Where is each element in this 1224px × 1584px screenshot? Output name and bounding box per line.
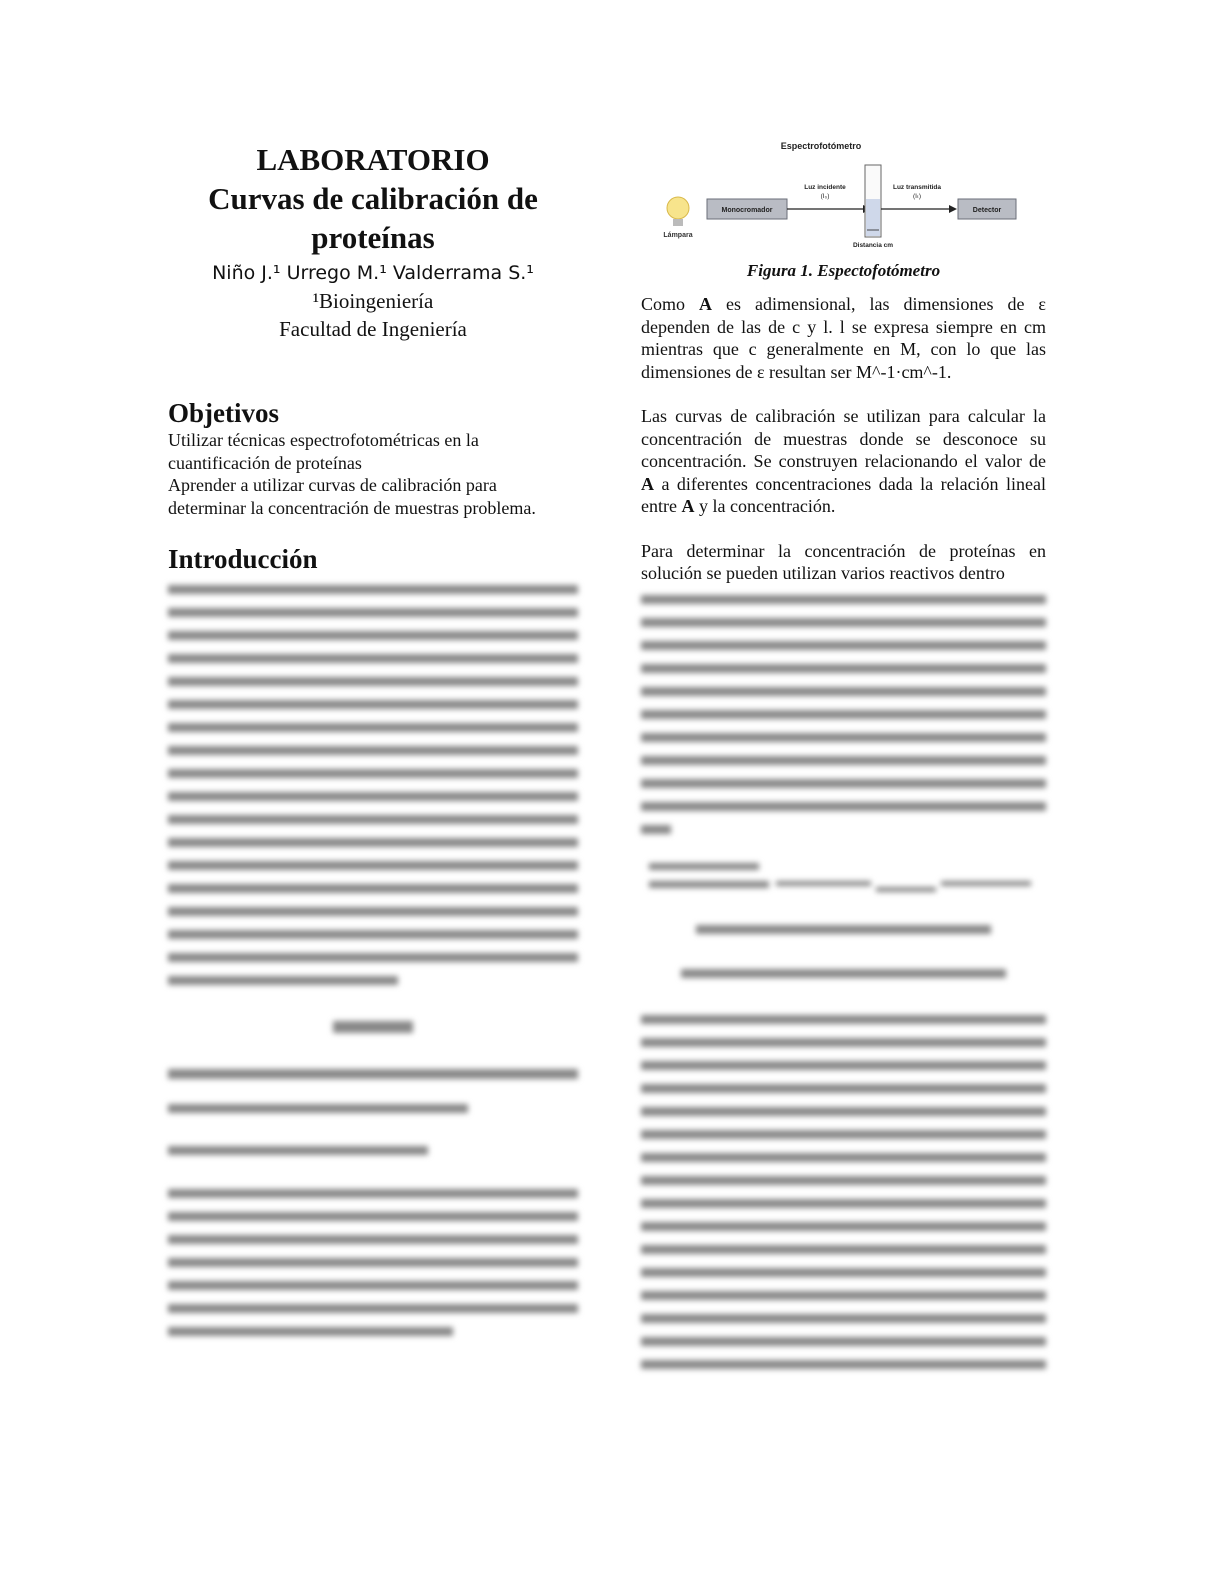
incident-label: Luz incidente [804,184,846,191]
objetivo-1: Utilizar técnicas espectrofotométricas en la cuantificación de proteínas [168,430,479,473]
blurred-intro-graphic [168,581,578,1351]
figure-caption: Figura 1. Espectofotómetro [746,261,941,280]
objetivo-2: Aprender a utilizar curvas de calibración para determinar la concentración de muestras problema. [168,475,536,518]
monochromator-label: Monocromador [721,207,773,214]
paragraph-adimensional [641,293,1046,383]
title-block [168,140,578,343]
p1-part-a: Como [641,294,700,314]
transmitted-label: Luz transmitida [892,184,942,191]
p1-bold-a: A [699,294,713,314]
blurred-right-graphic [641,591,1046,1421]
figure-spectrophotometer [641,135,1046,280]
p2-part-c: a diferentes concentraciones dada la relación lineal entre [641,473,1046,516]
objetivos-heading: Objetivos [168,398,279,428]
right-body-text [641,293,1046,585]
detector-label: Detector [972,207,1002,214]
paragraph-reagents: Para determinar la concentración de proteínas en solución se pueden utilizan varios reactivos dentro [641,540,1046,583]
cuvette-liquid [866,199,880,236]
blurred-right-text [641,591,1046,1426]
left-column [168,140,578,1356]
faculty: Facultad de Ingeniería [279,317,467,341]
introduccion-heading: Introducción [168,544,318,574]
title-line1: LABORATORIO [256,142,490,177]
title-line2: Curvas de calibración de proteínas [208,181,538,255]
p2-part-a: Las curvas de calibración se utilizan para calcular la concentración de muestras donde se desconoce su concentración. Se construyen relacionando el valor de [641,406,1046,471]
p1-part-c: es adimensional, las dimensiones de ε dependen de las de c y l. l se expresa siempre en cm mientras que c generalmente en M, con lo que las dimensiones de ε resultan ser M^-1·cm^-1. [641,294,1046,382]
authors: Niño J.¹ Urrego M.¹ Valderrama S.¹ [212,262,534,284]
paragraph-calibration [641,405,1046,518]
distance-label: Distancia cm [852,242,894,249]
spectrophotometer-diagram [641,135,1046,260]
diagram-title: Espectrofotómetro [780,141,862,151]
blurred-intro-text [168,581,578,1356]
affiliation: ¹Bioingeniería [312,289,434,313]
right-column [641,135,1046,1426]
lamp-label: Lámpara [663,232,693,239]
transmitted-sub: (Iₜ) [912,193,922,200]
lamp-icon [667,197,689,226]
p2-bold-a2: A [681,496,695,516]
p2-bold-a1: A [641,473,654,494]
incident-sub: (I₀) [820,193,830,200]
p2-part-e: y la concentración. [694,496,836,516]
